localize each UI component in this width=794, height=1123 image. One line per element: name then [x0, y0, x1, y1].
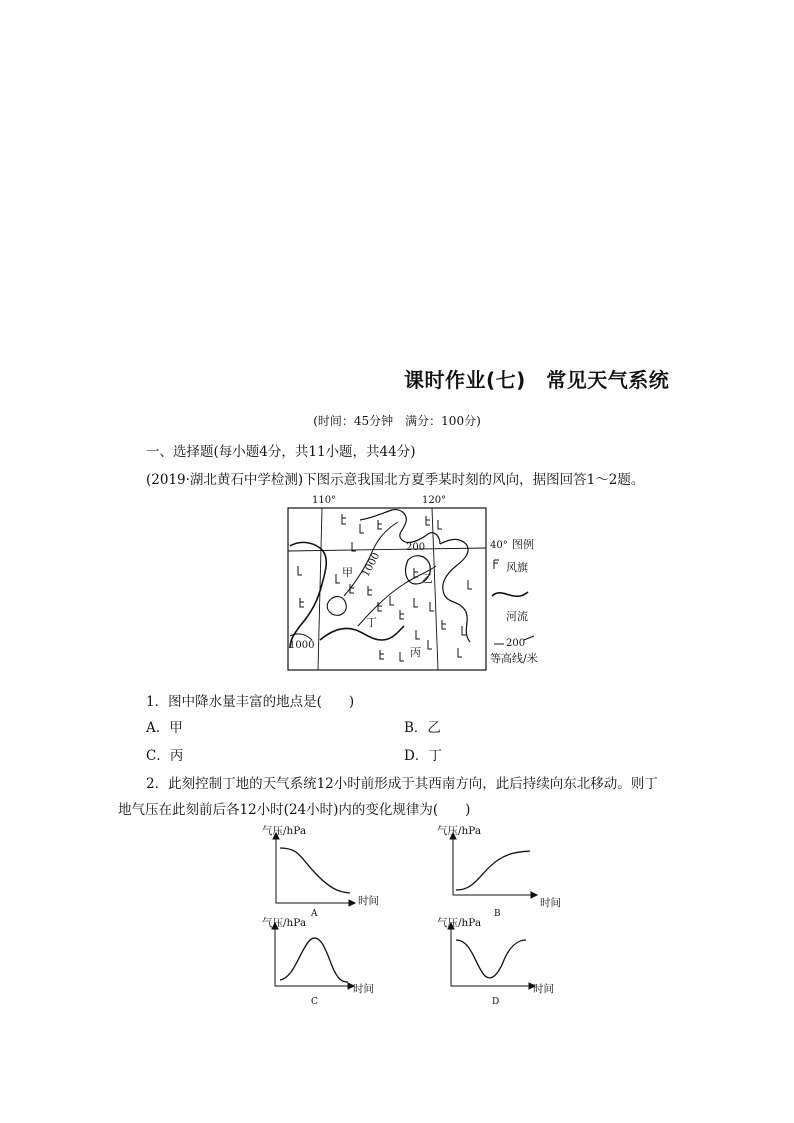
graph-a-xlabel: 时间 — [358, 895, 379, 907]
question-intro: (2019·湖北黄石中学检测)下图示意我国北方夏季某时刻的风向，据图回答1～2题。 — [146, 472, 645, 488]
q2-stem-line1: 2．此刻控制丁地的天气系统12小时前形成于其西南方向，此后持续向东北移动。则丁 — [146, 776, 658, 792]
graph-c-letter: C — [311, 997, 318, 1007]
legend-flag-label: 风旗 — [506, 561, 528, 574]
place-bing: 丙 — [410, 646, 421, 659]
graph-a-arrows — [273, 833, 355, 906]
section-heading: 一、选择题(每小题4分，共11小题，共44分) — [146, 444, 416, 460]
contour-200-label: 200 — [406, 542, 426, 553]
contour-1000-upper-label: 1000 — [360, 551, 383, 579]
graph-c-ylabel: 气压/hPa — [262, 917, 307, 929]
graph-b-axes — [453, 838, 532, 895]
graph-d-letter: D — [492, 997, 500, 1007]
legend-river-label: 河流 — [506, 610, 528, 623]
graph-b-ylabel: 气压/hPa — [437, 825, 482, 837]
q1-option-a: A．甲 — [146, 720, 183, 736]
legend-contour-value: 200 — [506, 638, 526, 649]
place-yi: 乙 — [422, 572, 433, 585]
place-jia: 甲 — [342, 566, 353, 579]
place-ding: 丁 — [366, 616, 377, 629]
graph-a-letter: A — [311, 909, 318, 919]
q1-option-c: C．丙 — [146, 748, 184, 764]
graph-b-curve — [456, 851, 530, 890]
contour-1000-lower-label: 1000 — [289, 640, 315, 651]
graph-c-xlabel: 时间 — [353, 983, 374, 995]
exam-meta: (时间：45分钟 满分：100分) — [313, 414, 481, 428]
lon-120-label: 120° — [422, 495, 447, 506]
graph-d-curve — [456, 940, 526, 978]
lon-110-label: 110° — [312, 495, 337, 506]
graph-d-arrows — [448, 923, 535, 989]
graph-b-letter: B — [494, 909, 501, 919]
lat-40-label: 40° — [490, 540, 508, 551]
legend-contour-label: 等高线/米 — [490, 652, 538, 665]
q1-stem: 1．图中降水量丰富的地点是( ) — [146, 694, 355, 710]
graph-b-arrows — [450, 833, 537, 898]
graph-b-xlabel: 时间 — [540, 897, 561, 909]
q1-option-b: B．乙 — [404, 720, 441, 736]
graph-c-curve — [280, 938, 348, 982]
q2-stem-line2: 地气压在此刻前后各12小时(24小时)内的变化规律为( ) — [118, 802, 471, 818]
legend-title: 图例 — [512, 538, 534, 551]
page-title: 课时作业(七) 常见天气系统 — [404, 368, 670, 392]
graph-d-xlabel: 时间 — [533, 983, 554, 995]
graph-a-ylabel: 气压/hPa — [262, 825, 307, 837]
q1-option-d: D．丁 — [404, 748, 442, 764]
graph-a-curve — [280, 848, 350, 893]
graph-d-ylabel: 气压/hPa — [437, 917, 482, 929]
